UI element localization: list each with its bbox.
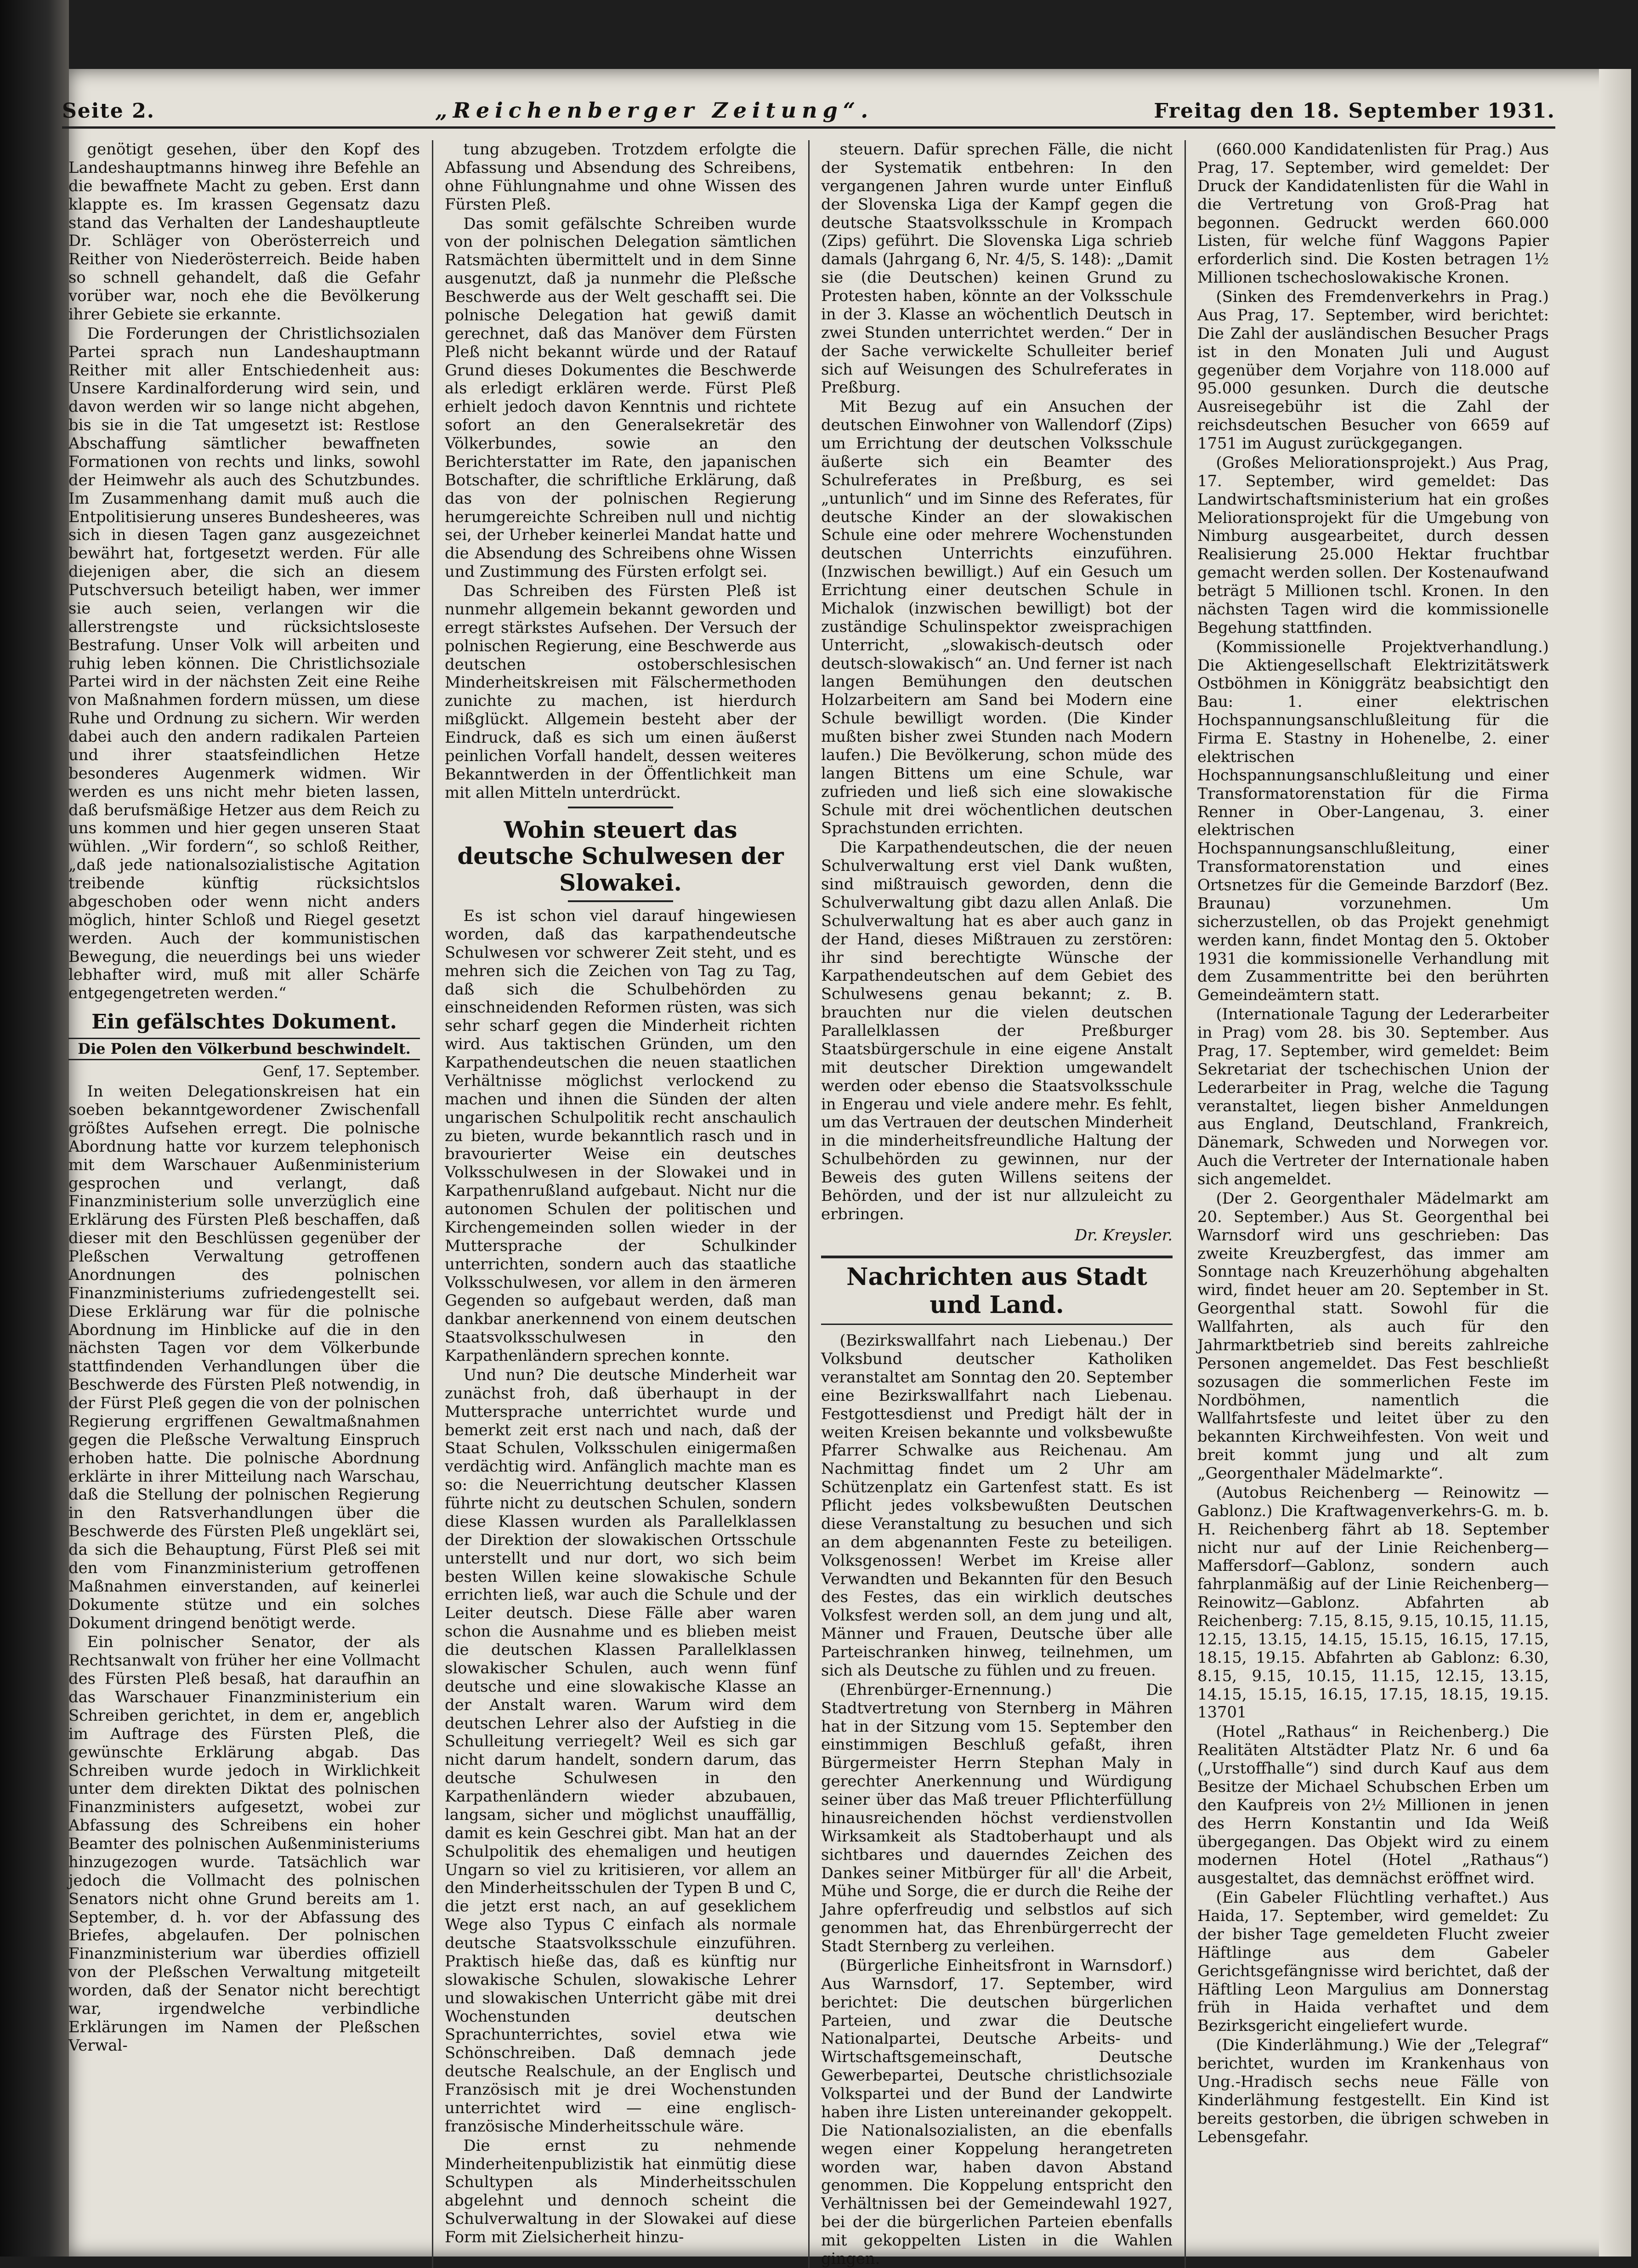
- divider: [568, 807, 674, 808]
- news-item: (Bürgerliche Einheitsfront in Warnsdorf.) Aus Warnsdorf, 17. September, wird berichtet: Die deutschen bürgerlichen Parteien, und zwar die Deutsche Nationalpartei, Deutsche Arbeits- und Wirtschaftsgemeinschaft, Deutsche Gewerbepartei, Deutsche christlichsoziale Volkspartei und der Bund der Landwirte haben ihre Listen untereinander gekoppelt. Die Nationalsozialisten, an die ebenfalls wegen einer Koppelung herangetreten worden war, haben davon Abstand genommen. Die Koppelung entspricht den Verhältnissen bei der Gemeindewahl 1927, bei der die bürgerlichen Parteien ebenfalls mit gekoppelten Listen in die Wahlen gingen.: [821, 1956, 1173, 2268]
- news-item: (Hotel „Rathaus“ in Reichenberg.) Die Realitäten Altstädter Platz Nr. 6 und 6a („Urstoffhalle“) sind durch Kauf aus dem Besitze der Michael Schubschen Erben um den Kaufpreis von 2½ Millionen in jenen des Herrn Konstantin und Ida Weiß übergegangen. Das Objekt wird zu einem modernen Hotel (Hotel „Rathaus“) ausgestaltet, das demnächst eröffnet wird.: [1197, 1722, 1549, 1887]
- news-item: (Sinken des Fremdenverkehrs in Prag.) Aus Prag, 17. September, wird berichtet: Die Zahl der ausländischen Besucher Prags ist in den Monaten Juli und August gegenüber dem Vorjahre von 118.000 auf 95.000 gesunken. Durch die deutsche Ausreisegebühr ist die Zahl der reichsdeutschen Besucher von 6659 auf 1751 im August zurückgegangen.: [1197, 288, 1549, 452]
- dateline: Genf, 17. September.: [262, 1063, 420, 1080]
- article-paragraph: tung abzugeben. Trotzdem erfolgte die Abfassung und Absendung des Schreibens, ohne Fühlungnahme und ohne Wissen des Fürsten Pleß.: [445, 140, 796, 213]
- article-paragraph: Das somit gefälschte Schreiben wurde von der polnischen Delegation sämtlichen Ratsmächten übermittelt und in dem Sinne ausgenutzt, daß ja nunmehr die Pleßsche Beschwerde aus der Welt geschafft sei. Die polnische Delegation hat gewiß damit gerechnet, daß das Manöver dem Fürsten Pleß nicht bekannt würde und der Ratauf Grund dieses Dokumentes die Beschwerde als erledigt erklären werde. Fürst Pleß erhielt jedoch davon Kenntnis und richtete sofort an den Generalsekretär des Völkerbundes, sowie an den Berichterstatter im Rate, den japanischen Botschafter, die schriftliche Erklärung, daß das von der polnischen Regierung herumgereichte Schreiben null und nichtig sei, der Urheber keinerlei Mandat hatte und die Absendung des Schreibens ohne Wissen und Zustimmung des Fürsten erfolgt sei.: [445, 214, 796, 581]
- column-1: [62, 140, 426, 2268]
- news-item: (Großes Meliorationsprojekt.) Aus Prag, 17. September, wird gemeldet: Das Landwirtschaftsministerium hat ein großes Meliorationsprojekt für die Umgebung von Nimburg ausgearbeitet, durch dessen Realisierung 25.000 Hektar fruchtbar gemacht werden sollen. Der Kostenaufwand beträgt 5 Millionen tschl. Kronen. In den nächsten Tagen wird die kommissionelle Begehung stattfinden.: [1197, 453, 1549, 637]
- article-paragraph: In weiten Delegationskreisen hat ein soeben bekanntgewordener Zwischenfall größtes Aufsehen erregt. Die polnische Abordnung hatte vor kurzem telephonisch mit dem Warschauer Außenministerium gesprochen und verlangt, daß Finanzministerium solle unverzüglich eine Erklärung des Fürsten Pleß beschaffen, daß dieser mit den Beschlüssen gegenüber der Pleßschen Verwaltung getroffenen Anordnungen des polnischen Finanzministeriums zufriedengestellt sei. Diese Erklärung war für die polnische Abordnung im Hinblicke auf die in den nächsten Tagen vor dem Völkerbunde stattfindenden Verhandlungen über die Beschwerde des Fürsten Pleß notwendig, in der Fürst Pleß gegen die von der polnischen Regierung ergriffenen Gewaltmaßnahmen gegen die Pleßsche Verwaltung Einspruch erhoben hatte. Die polnische Abordnung erklärte in ihrer Mitteilung nach Warschau, daß die Stellung der polnischen Regierung in den Ratsverhandlungen über die Beschwerde des Fürsten Pleß ungeklärt sei, da sich die Behauptung, Fürst Pleß sei mit den vom Finanzministerium getroffenen Maßnahmen einverstanden, auf keinerlei Dokumente stütze und ein solches Dokument dringend benötigt werde.: [68, 1082, 420, 1632]
- page-number: Seite 2.: [62, 99, 155, 123]
- article-paragraph: Die ernst zu nehmende Minderheitenpublizistik hat einmütig diese Schultypen als Minderheitsschulen abgelehnt und dennoch scheint die Schulverwaltung in der Slowakei auf diese Form mit Zielsicherheit hinzu-: [445, 2136, 796, 2246]
- article-paragraph: Es ist schon viel darauf hingewiesen worden, daß das karpathendeutsche Schulwesen vor schwerer Zeit steht, und es mehren sich die Zeichen von Tag zu Tag, daß sich die Schulbehörden zu einschneidenden Reformen rüsten, was sich sehr scharf gegen die Minderheit richten wird. Aus taktischen Gründen, um den Karpathendeutschen die neuen staatlichen Verhältnisse möglichst verlockend zu machen und ihnen die Sünden der alten ungarischen Schulpolitik recht anschaulich zu bieten, wurde bekanntlich rasch und in bravourierter Weise ein deutsches Volksschulwesen in der Slowakei und in Karpathenrußland aufgebaut. Nicht nur die autonomen Schulen der politischen und Kirchengemeinden sollen wieder in der Muttersprache der Schulkinder unterrichten, sondern auch das staatliche Volksschulwesen, vor allem in den ärmeren Gegenden so aufgebaut werden, daß man dankbar anerkennend von einem deutschen Staatsvolksschulwesen in den Karpathenländern sprechen konnte.: [445, 907, 796, 1364]
- article-headline: Ein gefälschtes Dokument.: [91, 1010, 397, 1034]
- article-paragraph: genötigt gesehen, über den Kopf des Landeshauptmanns hinweg ihre Befehle an die bewaffnete Macht zu geben. Erst dann klappte es. Im krassen Gegensatz dazu stand das Verhalten der Landeshauptleute Dr. Schläger von Oberösterreich und Reither von Niederösterreich. Beide haben so schnell gehandelt, daß die Gefahr vorüber war, noch ehe die Bevölkerung ihrer Gebiete sie erkannte.: [68, 140, 420, 323]
- page-margin: [1599, 69, 1631, 2257]
- scan-border: [0, 0, 69, 2257]
- column-grid: [62, 140, 1555, 2268]
- page-header: [62, 85, 1555, 129]
- article-subheadline: Die Polen den Völkerbund beschwindelt.: [68, 1038, 420, 1061]
- news-item: (Ehrenbürger-Ernennung.) Die Stadtvertretung von Sternberg in Mähren hat in der Sitzung vom 15. September den einstimmigen Beschluß gefaßt, ihren Bürgermeister Herrn Stephan Maly in gerechter Anerkennung und Würdigung seiner über das Maß treuer Pflichterfüllung hinausreichenden höchst verdienstvollen Wirksamkeit als Stadtoberhaupt und als sichtbares und dauerndes Zeichen des Dankes seiner Mitbürger für all' die Arbeit, Mühe und Sorge, die er durch die Reihe der Jahre opferfreudig und selbstlos auf sich genommen hat, das Ehrenbürgerrecht der Stadt Sternberg zu verleihen.: [821, 1680, 1173, 1955]
- masthead: „Reichenberger Zeitung“.: [435, 98, 874, 123]
- column-2: [438, 140, 803, 2268]
- news-item: (Internationale Tagung der Lederarbeiter in Prag) vom 28. bis 30. September. Aus Prag, 17. September, wird gemeldet: Beim Sekretariat der tschechischen Union der Lederarbeiter in Prag, welche die Tagung veranstaltet, liegen bisher Anmeldungen aus England, Deutschland, Frankreich, Dänemark, Schweden und Norwegen vor. Auch die Vertreter der Internationale haben sich angemeldet.: [1197, 1005, 1549, 1188]
- section-headline: Nachrichten aus Stadt und Land.: [821, 1256, 1173, 1325]
- news-item: (660.000 Kandidatenlisten für Prag.) Aus Prag, 17. September, wird gemeldet: Der Druck der Kandidatenlisten für die Wahl in die Vertretung von Groß-Prag hat begonnen. Gedruckt werden 660.000 Listen, für welche fünf Waggons Papier erforderlich sind. Die Kosten betragen 1½ Millionen tschechoslowakische Kronen.: [1197, 140, 1549, 287]
- column-3: [815, 140, 1179, 2268]
- article-paragraph: Die Forderungen der Christlichsozialen Partei sprach nun Landeshauptmann Reither mit aller Entschiedenheit aus: Unsere Kardinalforderung wird sein, und davon werden wir so lange nicht abgehen, bis sie in die Tat umgesetzt ist: Restlose Abschaffung sämtlicher bewaffneten Formationen von rechts und links, sowohl der Heimwehr als auch des Schutzbundes. Im Zusammenhang damit muß auch die Entpolitisierung unseres Bundesheeres, was sich in diesen Tagen ganz ausgezeichnet bewährt hat, fortgesetzt werden. Für alle diejenigen aber, die sich an diesem Putschversuch beteiligt haben, wer immer sie auch seien, verlangen wir die allerstrengste und rücksichtsloseste Bestrafung. Unser Volk will arbeiten und ruhig leben können. Die Christlichsoziale Partei wird in der nächsten Zeit eine Reihe von Maßnahmen fordern müssen, um diese Ruhe und Ordnung zu sichern. Wir werden dabei auch den andern radikalen Parteien und ihrer staatsfeindlichen Hetze besonderes Augenmerk widmen. Wir werden es uns nicht mehr bieten lassen, daß berufsmäßige Hetzer aus dem Reich zu uns kommen und hier gegen unseren Staat wühlen. „Wir fordern“, so schloß Reither, „daß jede nationalsozialistische Agitation treibende künftig rücksichtslos abgeschoben oder wenn nicht anders möglich, hinter Schloß und Riegel gesetzt werden. Auch der kommunistischen Bewegung, die neuerdings bei uns wieder lebhafter wird, muß mit aller Schärfe entgegengetreten werden.“: [68, 324, 420, 1002]
- article-paragraph: Und nun? Die deutsche Minderheit war zunächst froh, daß überhaupt in der Muttersprache unterrichtet wurde und bemerkt zeit erst nach und nach, daß der Staat Schulen, Volksschulen einigermaßen verdächtig wird. Anfänglich machte man es so: die Neuerrichtung deutscher Klassen führte nicht zu deutschen Schulen, sondern diese Klassen wurden als Parallelklassen der Direktion der slowakischen Ortsschule unterstellt und nur dort, wo sich beim besten Willen keine slowakische Schule errichten ließ, war auch die Schule und der Leiter deutsch. Diese Fälle aber waren schon die Ausnahme und es blieben meist die deutschen Klassen Parallelklassen slowakischer Schulen, auch wenn fünf deutsche und eine slowakische Klasse an der Anstalt waren. Warum wird dem deutschen Lehrer also der Aufstieg in die Schulleitung verriegelt? Weil es sich gar nicht darum handelt, sondern darum, das deutsche Schulwesen in den Karpathenländern wieder abzubauen, langsam, sicher und möglichst unauffällig, damit es kein Geschrei gibt. Man hat an der Schulpolitik des ehemaligen und heutigen Ungarn so viel zu kritisieren, vor allem an den Minderheitsschulen der Typen B und C, die jetzt erst nach, an auf geseklichem Wege also Typus C einfach als normale deutsche Staatsvolksschule einzuführen. Praktisch hieße das, daß es künftig nur slowakische Schulen, slowakische Lehrer und slowakischen Unterricht gäbe mit drei Wochenstunden deutschen Sprachunterrichtes, soviel etwa wie Schönschreiben. Daß demnach jede deutsche Realschule, an der Englisch und Französisch mit je drei Wochenstunden unterrichtet wird — eine englisch-französische Minderheitsschule wäre.: [445, 1365, 796, 2135]
- news-item: (Autobus Reichenberg — Reinowitz — Gablonz.) Die Kraftwagenverkehrs-G. m. b. H. Reichenberg fährt ab 18. September nicht nur auf der Linie Reichenberg—Maffersdorf—Gablonz, sondern auch fahrplanmäßig auf der Linie Reichenberg—Reinowitz—Gablonz. Abfahrten ab Reichenberg: 7.15, 8.15, 9.15, 10.15, 11.15, 12.15, 13.15, 14.15, 15.15, 16.15, 17.15, 18.15, 19.15. Abfahrten ab Gablonz: 6.30, 8.15, 9.15, 10.15, 11.15, 12.15, 13.15, 14.15, 15.15, 16.15, 17.15, 18.15, 19.15. 13701: [1197, 1483, 1549, 1722]
- news-item: (Die Kinderlähmung.) Wie der „Telegraf“ berichtet, wurden im Krankenhaus von Ung.-Hradisch sechs neue Fälle von Kinderlähmung festgestellt. Ein Kind ist bereits gestorben, die übrigen schweben in Lebensgefahr.: [1197, 2036, 1549, 2146]
- article-paragraph: Mit Bezug auf ein Ansuchen der deutschen Einwohner von Wallendorf (Zips) um Errichtung der deutschen Volksschule äußerte sich ein Beamter des Schulreferates in Preßburg, es sei „untunlich“ und im Sinne des Referates, für deutsche Kinder an der slowakischen Schule eine oder mehrere Wochenstunden deutschen Unterrichts einzuführen. (Inzwischen bewilligt.) Auf ein Gesuch um Errichtung einer deutschen Schule in Michalok (inzwischen bewilligt) bot der zuständige Schulinspektor zweisprachigen Unterricht, „slowakisch-deutsch oder deutsch-slowakisch“ an. Und ferner ist nach langen Bemühungen den deutschen Holzarbeitern am Sand bei Modern eine Schule bewilligt worden. (Die Kinder mußten bisher zwei Stunden nach Modern laufen.) Die Bevölkerung, schon müde des langen Bittens um eine Schule, war zufrieden und ließ sich eine slowakische Schule mit drei wöchentlichen deutschen Sprachstunden errichten.: [821, 398, 1173, 837]
- news-item: (Bezirkswallfahrt nach Liebenau.) Der Volksbund deutscher Katholiken veranstaltet am Sonntag den 20. September eine Bezirkswallfahrt nach Liebenau. Festgottesdienst und Predigt hält der in weiten Kreisen bekannte und volksbewußte Pfarrer Schwalke aus Reichenau. Am Nachmittag findet um 2 Uhr am Schützenplatz ein Gartenfest statt. Es ist Pflicht jedes volksbewußten Deutschen diese Veranstaltung zu besuchen und sich an dem abgenannten Feste zu beteiligen. Volksgenossen! Werbet im Kreise aller Verwandten und Bekannten für den Besuch des Festes, das ein wirklich deutsches Volksfest werden soll, an dem jung und alt, Männer und Frauen, Deutsche über alle Parteischranken hinweg, teilnehmen, um sich als Deutsche zu fühlen und zu freuen.: [821, 1331, 1173, 1679]
- issue-date: Freitag den 18. September 1931.: [1154, 99, 1555, 123]
- article-paragraph: steuern. Dafür sprechen Fälle, die nicht der Systematik entbehren: In den vergangenen Jahren wurde unter Einfluß der Slovenska Liga der Kampf gegen die deutsche Staatsvolksschule in Krompach (Zips) geführt. Die Slovenska Liga schrieb damals (Jahrgang 6, Nr. 4/5, S. 148): „Damit sie (die Deutschen) keinen Grund zu Protesten haben, könnte an der Volksschule in der 3. Klasse an wöchentlich Deutsch in zwei Stunden unterrichtet werden.“ Der in der Sache verwickelte Schulleiter berief sich auf Weisungen des Schulreferates in Preßburg.: [821, 140, 1173, 397]
- divider: [568, 900, 674, 902]
- news-item: (Ein Gabeler Flüchtling verhaftet.) Aus Haida, 17. September, wird gemeldet: Zu der bisher Tage gemeldeten Flucht zweier Häftlinge aus dem Gabeler Gerichtsgefängnisse wird berichtet, daß der Häftling Leon Margulius am Donnerstag früh in Haida verhaftet und dem Bezirksgericht eingeliefert wurde.: [1197, 1888, 1549, 2035]
- article-paragraph: Ein polnischer Senator, der als Rechtsanwalt von früher her eine Vollmacht des Fürsten Pleß besaß, hat daraufhin an das Warschauer Finanzministerium ein Schreiben gerichtet, in dem er, angeblich im Auftrage des Fürsten Pleß, die gewünschte Erklärung abgab. Das Schreiben wurde jedoch in Wirklichkeit unter dem direkten Diktat des polnischen Finanzministers aufgesetzt, wobei zur Abfassung des Schreibens ein hoher Beamter des polnischen Außenministeriums hinzugezogen wurde. Tatsächlich war jedoch die Vollmacht des polnischen Senators nicht ohne Grund bereits am 1. September, d. h. vor der Abfassung des Briefes, abgelaufen. Der polnischen Finanzministerium war überdies offiziell von der Pleßschen Verwaltung mitgeteilt worden, daß der Senator nicht berechtigt war, irgendwelche verbindliche Erklärungen im Namen der Pleßschen Verwal-: [68, 1633, 420, 2054]
- author-signature: Dr. Kreysler.: [1075, 1226, 1173, 1244]
- column-4: [1191, 140, 1555, 2268]
- article-headline: Wohin steuert das deutsche Schulwesen der Slowakei.: [457, 816, 784, 896]
- article-paragraph: Die Karpathendeutschen, die der neuen Schulverwaltung erst viel Dank wußten, sind mißtrauisch geworden, denn die Schulverwaltung gibt dazu allen Anlaß. Die Schulverwaltung hat es aber auch ganz in der Hand, dieses Mißtrauen zu zerstören: ihr sind berechtigte Wünsche der Karpathendeutschen auf dem Gebiet des Schulwesens genau bekannt; z. B. brauchten nur die vielen deutschen Parallelklassen der Preßburger Staatsbürgerschule in eine eigene Anstalt mit deutscher Direktion umgewandelt werden oder ebenso die Staatsvolksschule in Engerau und viele andere mehr. Es fehlt, um das Vertrauen der deutschen Minderheit in die minderheitsfreundliche Haltung der Schulbehörden zu gewinnen, nur der Beweis des guten Willens seitens der Behörden, und der ist nur allzuleicht zu erbringen.: [821, 838, 1173, 1223]
- news-item: (Kommissionelle Projektverhandlung.) Die Aktiengesellschaft Elektrizitätswerk Ostböhmen in Königgrätz beabsichtigt den Bau: 1. einer elektrischen Hochspannungsanschlußleitung für die Firma E. Stastny in Hohenelbe, 2. einer elektrischen Hochspannungsanschlußleitung und einer Transformatorenstation für die Firma Renner in Ober-Langenau, 3. einer elektrischen Hochspannungsanschlußleitung, einer Transformatorenstation und eines Ortsnetzes für die Gemeinde Barzdorf (Bez. Braunau) vorzunehmen. Um sicherzustellen, ob das Projekt genehmigt werden kann, findet Montag den 5. Oktober 1931 die kommissionelle Verhandlung mit dem Zusammentritte bei den berührten Gemeindeämtern statt.: [1197, 637, 1549, 1004]
- news-item: (Der 2. Georgenthaler Mädelmarkt am 20. September.) Aus St. Georgenthal bei Warnsdorf wird uns geschrieben: Das zweite Kreuzbergfest, das immer am Sonntage nach Kreuzerhöhung abgehalten wird, findet heuer am 20. September in St. Georgenthal statt. Sowohl für die Wallfahrten, als auch für den Jahrmarktbetrieb sind bereits zahlreiche Personen angemeldet. Das Fest beschließt sozusagen die sommerlichen Feste im Nordböhmen, namentlich die Wallfahrtsfeste und leitet über zu den bekannten Kirchweihfesten. Von weit und breit kommt jung und alt zum „Georgenthaler Mädelmarkte“.: [1197, 1189, 1549, 1482]
- article-paragraph: Das Schreiben des Fürsten Pleß ist nunmehr allgemein bekannt geworden und erregt stärkstes Aufsehen. Der Versuch der polnischen Regierung, eine Beschwerde aus deutschen ostoberschlesischen Minderheitskreisen mit Fälschermethoden zunichte zu machen, ist hierdurch mißglückt. Allgemein besteht aber der Eindruck, daß es sich um einen äußerst peinlichen Vorfall handelt, dessen weiteres Bekanntwerden in der Öffentlichkeit man mit allen Mitteln unterdrückt.: [445, 582, 796, 801]
